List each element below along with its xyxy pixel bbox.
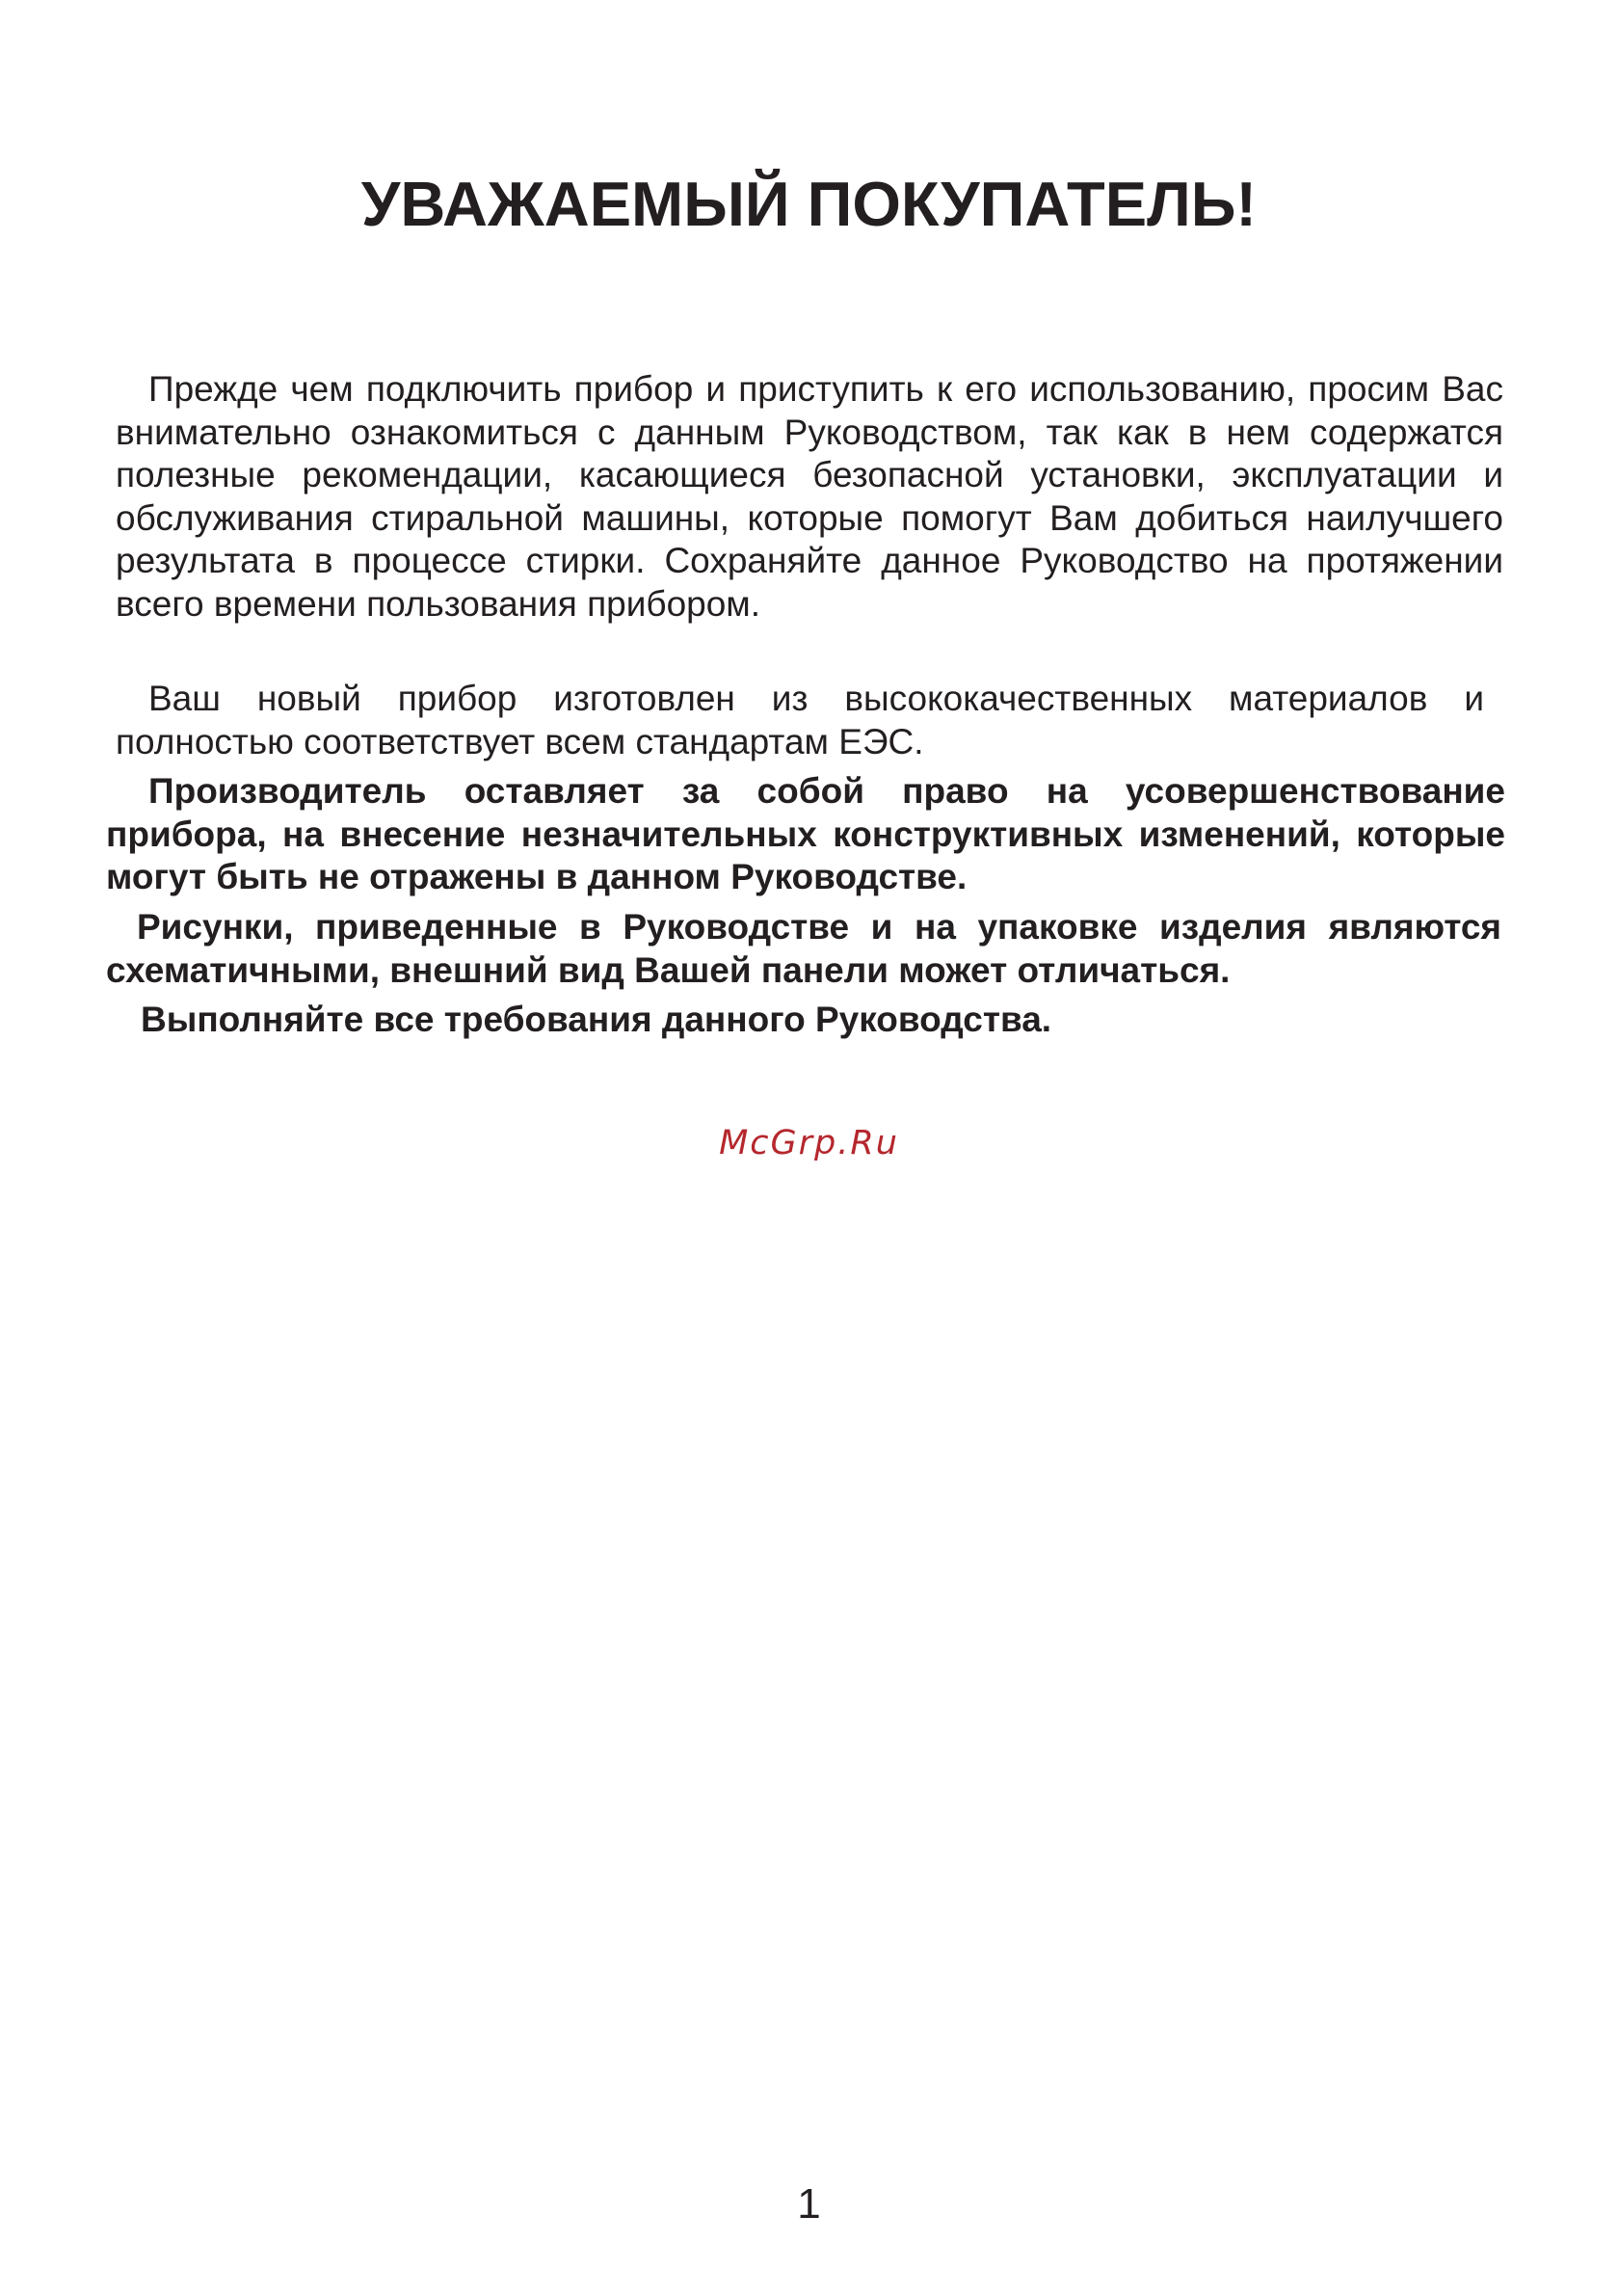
intro-paragraph: Прежде чем подключить прибор и приступить к его использованию, просим Вас внимательно ознакомиться с данным Руководством, так как в нем содержатся полезные рекомендации, касающиеся безопасной установки, эксплуатации и обслуживания стиральной машины, которые помогут Вам добиться наилучшего результата в процессе стирки. Сохраняйте данное Руководство на протяжении всего времени пользования прибором.: [116, 369, 1503, 624]
requirements-paragraph: Выполняйте все требования данного Руководства.: [141, 1000, 1052, 1039]
drawings-paragraph: Рисунки, приведенные в Руководстве и на упаковке изделия являются схематичными, внешний вид Вашей панели может отличаться.: [106, 907, 1501, 990]
manufacturer-paragraph: Производитель оставляет за собой право на усовершенствование прибора, на внесение незначительных конструктивных изменений, которые могут быть не отражены в данном Руководстве.: [106, 771, 1505, 896]
watermark-link[interactable]: McGrp.Ru: [719, 1124, 899, 1162]
page-title: УВАЖАЕМЫЙ ПОКУПАТЕЛЬ!: [360, 169, 1258, 239]
page-number: 1: [797, 2180, 821, 2228]
materials-paragraph: Ваш новый прибор изготовлен из высококачественных материалов и полностью соответствует всем стандартам ЕЭС.: [116, 679, 1484, 761]
